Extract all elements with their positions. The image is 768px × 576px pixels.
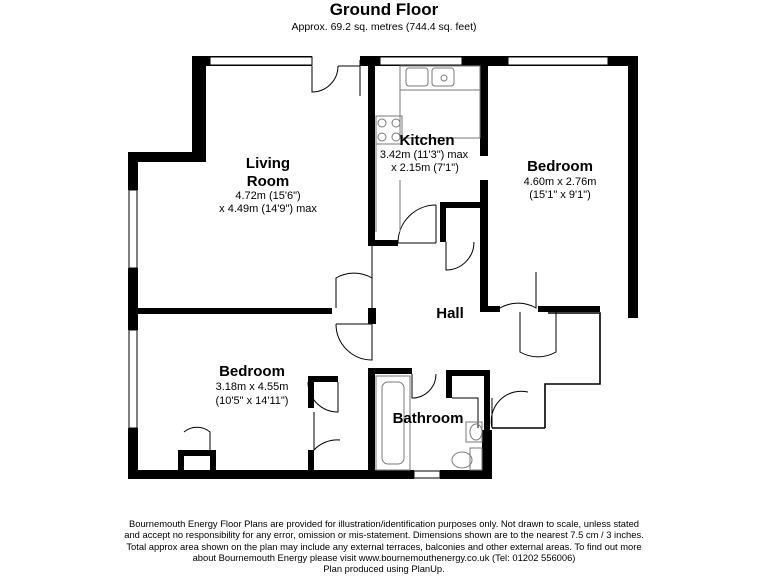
kitchen-dim1: 3.42m (11'3") max <box>379 149 469 161</box>
bedroom-east-dim1: 4.60m x 2.76m <box>523 176 597 188</box>
bedroom-south-dim2: (10'5" x 14'11") <box>215 395 289 407</box>
bedroom-south-label <box>216 363 289 407</box>
bathroom-name: Bathroom <box>392 410 464 427</box>
bedroom-south-name: Bedroom <box>219 363 285 380</box>
living-room-label <box>219 155 317 215</box>
bedroom-east-label <box>524 158 597 201</box>
credit-text: Plan produced using PlanUp. <box>323 563 445 575</box>
living-room-dim1: 4.72m (15'6") <box>235 190 301 202</box>
kitchen-name: Kitchen <box>399 132 455 149</box>
living-room-name-line1: Living <box>245 155 291 172</box>
thin-walls <box>492 313 600 428</box>
bedroom-east-name: Bedroom <box>527 158 593 175</box>
hall-name: Hall <box>436 305 464 322</box>
hall-label <box>436 305 464 322</box>
living-room-dim2: x 4.49m (14'9") max <box>219 203 317 215</box>
bedroom-south-dim1: 3.18m x 4.55m <box>215 381 289 393</box>
footer <box>120 518 648 574</box>
disclaimer-text: Bournemouth Energy Floor Plans are provided for illustration/identification purposes only. Not drawn to scale, unless stated and accept no responsibility for any error, omission or mis-statement. Dimensions shown are to the nearest 7.5 cm / 3 inches. Total approx area shown on the plan may include any external terraces, balconies and other external areas. To find out more about Bournemouth Energy please visit www.bournemouthenergy.co.uk (Tel: 01202 556006) <box>124 518 644 563</box>
bathroom-label <box>393 410 464 427</box>
living-room-name-line2: Room <box>246 173 290 190</box>
floor-area: Approx. 69.2 sq. metres (744.4 sq. feet) <box>291 21 477 33</box>
kitchen-dim2: x 2.15m (7'1") <box>391 162 459 174</box>
bedroom-east-dim2: (15'1" x 9'1") <box>529 189 591 201</box>
page-title: Ground Floor <box>329 0 439 19</box>
